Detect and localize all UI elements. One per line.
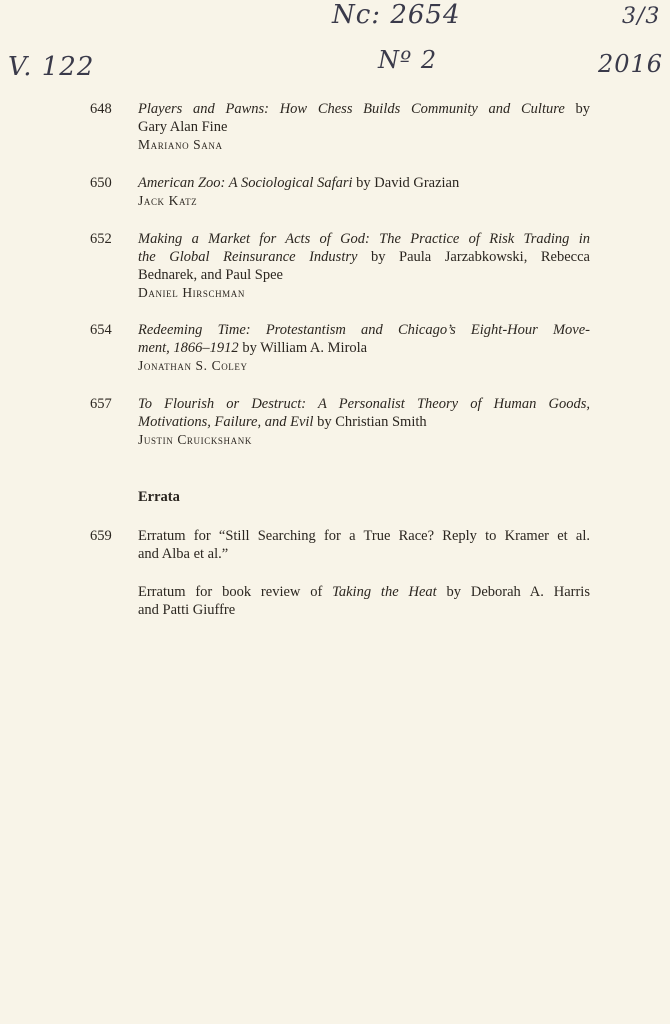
title-line bbox=[138, 100, 590, 118]
handwritten-year: 2016 bbox=[598, 50, 664, 78]
handwritten-fraction: 3/3 bbox=[622, 4, 661, 29]
erratum-line bbox=[138, 601, 590, 619]
byline: by Christian Smith bbox=[313, 414, 427, 430]
erratum-line bbox=[138, 545, 590, 563]
byline: by bbox=[564, 101, 591, 117]
erratum-text: Erratum for “Still Searching for a True Race? Reply to Kramer et al. bbox=[138, 528, 590, 544]
byline: by Paula Jarzabkowski, Rebecca bbox=[357, 249, 590, 265]
reviewer-name: Daniel Hirschman bbox=[138, 285, 245, 300]
book-title: ment, 1866–1912 bbox=[138, 340, 239, 356]
erratum-title: Taking the Heat bbox=[332, 584, 437, 600]
book-title: Redeeming Time: Protestantism and Chicago’s Eight-Hour Move- bbox=[138, 322, 590, 338]
byline: by David Grazian bbox=[352, 175, 460, 191]
book-title: Motivations, Failure, and Evil bbox=[138, 414, 314, 430]
page-number: 659 bbox=[90, 528, 112, 544]
title-line bbox=[138, 248, 590, 266]
byline: Bednarek, and Paul Spee bbox=[138, 267, 283, 283]
reviewer-name: Mariano Sana bbox=[138, 137, 223, 152]
book-title: American Zoo: A Sociological Safari bbox=[138, 175, 353, 191]
errata-heading: Errata bbox=[138, 489, 180, 505]
erratum-line bbox=[138, 583, 590, 601]
erratum-line bbox=[138, 527, 590, 545]
erratum-text: by Deborah A. Harris bbox=[436, 584, 590, 600]
title-line bbox=[138, 321, 590, 339]
reviewer-name: Jonathan S. Coley bbox=[138, 358, 248, 373]
erratum-body bbox=[138, 583, 590, 619]
erratum-body bbox=[138, 527, 590, 563]
page-number: 648 bbox=[90, 101, 112, 117]
book-title: To Flourish or Destruct: A Personalist Theory of Human Goods, bbox=[138, 396, 590, 412]
title-line bbox=[138, 230, 590, 248]
erratum-text: Erratum for book review of bbox=[138, 584, 333, 600]
review-body bbox=[138, 230, 590, 302]
review-body bbox=[138, 395, 590, 449]
book-title: the Global Reinsurance Industry bbox=[138, 249, 358, 265]
title-line bbox=[138, 266, 590, 284]
review-body bbox=[138, 100, 590, 154]
title-line bbox=[138, 174, 590, 192]
page-number: 657 bbox=[90, 396, 112, 412]
reviewer-name: Jack Katz bbox=[138, 193, 198, 208]
erratum-text: and Alba et al.” bbox=[138, 546, 229, 562]
page-number: 650 bbox=[90, 175, 112, 191]
review-body bbox=[138, 321, 590, 375]
book-title: Making a Market for Acts of God: The Practice of Risk Trading in bbox=[138, 231, 590, 247]
reviewer-name: Justin Cruickshank bbox=[138, 432, 252, 447]
title-line bbox=[138, 413, 590, 431]
title-line bbox=[138, 118, 590, 136]
book-title: Players and Pawns: How Chess Builds Community and Culture bbox=[138, 101, 565, 117]
byline: by William A. Mirola bbox=[238, 340, 368, 356]
erratum-text: and Patti Giuffre bbox=[138, 602, 236, 618]
handwritten-nc-number: Nc: 2654 bbox=[332, 0, 461, 30]
byline: Gary Alan Fine bbox=[138, 119, 228, 135]
handwritten-volume: V. 122 bbox=[8, 52, 95, 82]
handwritten-issue-number: Nº 2 bbox=[378, 46, 438, 74]
review-body bbox=[138, 174, 590, 210]
page-number: 652 bbox=[90, 231, 112, 247]
title-line bbox=[138, 395, 590, 413]
page-number: 654 bbox=[90, 322, 112, 338]
title-line bbox=[138, 339, 590, 357]
